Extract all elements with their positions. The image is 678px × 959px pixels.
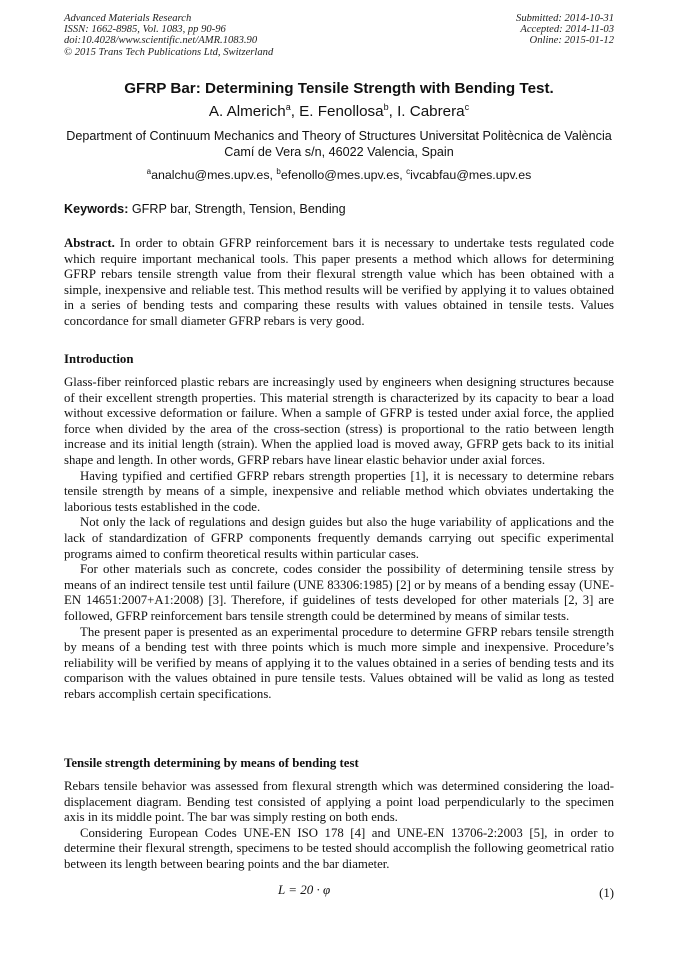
introduction-body	[64, 375, 614, 702]
author: I. Cabrera$^c$	[397, 102, 470, 120]
paper-title: GFRP Bar: Determining Tensile Strength with Bending Test.	[124, 80, 554, 97]
abstract	[64, 236, 614, 330]
introduction-heading: Introduction	[64, 352, 134, 366]
email-list	[0, 167, 678, 182]
paragraph: Glass-fiber reinforced plastic rebars are increasingly used by engineers when designing structures because of their excellent strength properties. This material strength is characterized by its capacity to bear a load without excessive deformation or failure. When a sample of GFRP is tested under axial force, the applied force when divided by the area of the cross-section (stress) is proportional to the ratio between length increase and its initial length (strain). When the applied load is moved away, GFRP gets back to its initial shape and length. In other words, GFRP rebars have linear elastic behavior under axial forces.	[64, 375, 614, 467]
issn-line: ISSN: 1662-8985, Vol. 1083, pp 90-96	[64, 24, 226, 36]
paragraph: Not only the lack of regulations and design guides but also the huge variability of applications and the lack of standardization of GFRP components frequently demands carrying out specific experimental programs aimed to confirm theoretical results within particular cases.	[64, 515, 614, 561]
journal-header-right	[516, 13, 614, 47]
accepted-date: Accepted: 2014-11-03	[520, 24, 614, 36]
keywords-label: Keywords:	[64, 202, 129, 216]
affiliation-department: Department of Continuum Mechanics and Theory of Structures Universitat Politècnica de València	[66, 129, 612, 143]
affiliation	[40, 128, 638, 160]
section-heading: Tensile strength determining by means of bending test	[64, 756, 359, 770]
section-body	[64, 779, 614, 873]
doi-line: doi:10.4028/www.scientific.net/AMR.1083.90	[64, 35, 258, 47]
affiliation-address: Camí de Vera s/n, 46022 Valencia, Spain	[224, 145, 454, 159]
email: $^a$analchu@mes.upv.es,	[146, 167, 277, 182]
equation: L = 20 · φ	[278, 882, 331, 897]
email: $^b$efenollo@mes.upv.es,	[276, 167, 407, 182]
copyright-line: © 2015 Trans Tech Publications Ltd, Switzerland	[64, 46, 274, 58]
author-list	[0, 102, 678, 120]
paragraph: Having typified and certified GFRP rebars strength properties [1], it is necessary to determine rebars tensile strength by means of a simple, inexpensive and reliable method which obviates undertaking the laborious tests established in the code.	[64, 468, 614, 514]
journal-header-left	[64, 13, 273, 58]
email: $^c$ivcabfau@mes.upv.es	[406, 167, 532, 182]
equation-number: (1)	[599, 886, 614, 900]
online-date: Online: 2015-01-12	[529, 35, 614, 47]
keywords	[64, 202, 346, 216]
paragraph: Considering European Codes UNE-EN ISO 178 [4] and UNE-EN 13706-2:2003 [5], in order to determine their flexural strength, specimens to be tested should accomplish the following geometrical ratio between its length between bearing points and the bar diameter.	[64, 825, 614, 871]
journal-name: Advanced Materials Research	[64, 13, 192, 24]
submitted-date: Submitted: 2014-10-31	[516, 13, 614, 24]
keywords-text: GFRP bar, Strength, Tension, Bending	[128, 202, 346, 216]
paragraph: The present paper is presented as an experimental procedure to determine GFRP rebars tensile strength by means of a bending test with three points which is much more simple and inexpensive. Procedure’s reliability will be verified by means of applying it to the values obtained in a series of bending tests and its comparison with the values obtained in pure tensile tests. Values obtained will be valid as long as tested rebars accomplish certain specifications.	[64, 624, 614, 701]
abstract-label: Abstract.	[64, 236, 115, 250]
abstract-text: In order to obtain GFRP reinforcement bars it is necessary to undertake tests regulated code which require important mechanical tools. This paper presents a method which allows for determining GFRP rebars tensile strength value from their flexural strength value which has been obtained with a simple, inexpensive and reliable test. This method results will be verified by applying it to values obtained in a series of bending tests and comparing these results with values obtained in tensile tests. Values concordance for small diameter GFRP rebars is very good.	[64, 236, 614, 328]
author: A. Almerich$^a$,	[208, 102, 300, 120]
author: E. Fenollosa$^b$,	[299, 102, 398, 120]
paragraph: For other materials such as concrete, codes consider the possibility of determining tensile stress by means of an indirect tensile test until failure (UNE 83306:1985) [2] or by means of a bending essay (UNE-EN 14651:2007+A1:2008) [3]. Therefore, if guidelines of tests developed for other materials [2, 3] are followed, GFRP reinforcement bars tensile strength could be determined by means of similar tests.	[64, 562, 614, 623]
paragraph: Rebars tensile behavior was assessed from flexural strength which was determined considering the load-displacement diagram. Bending test consisted of applying a point load perpendicularly to the specimen axis in its middle point. The bar was simply resting on both ends.	[64, 779, 614, 825]
